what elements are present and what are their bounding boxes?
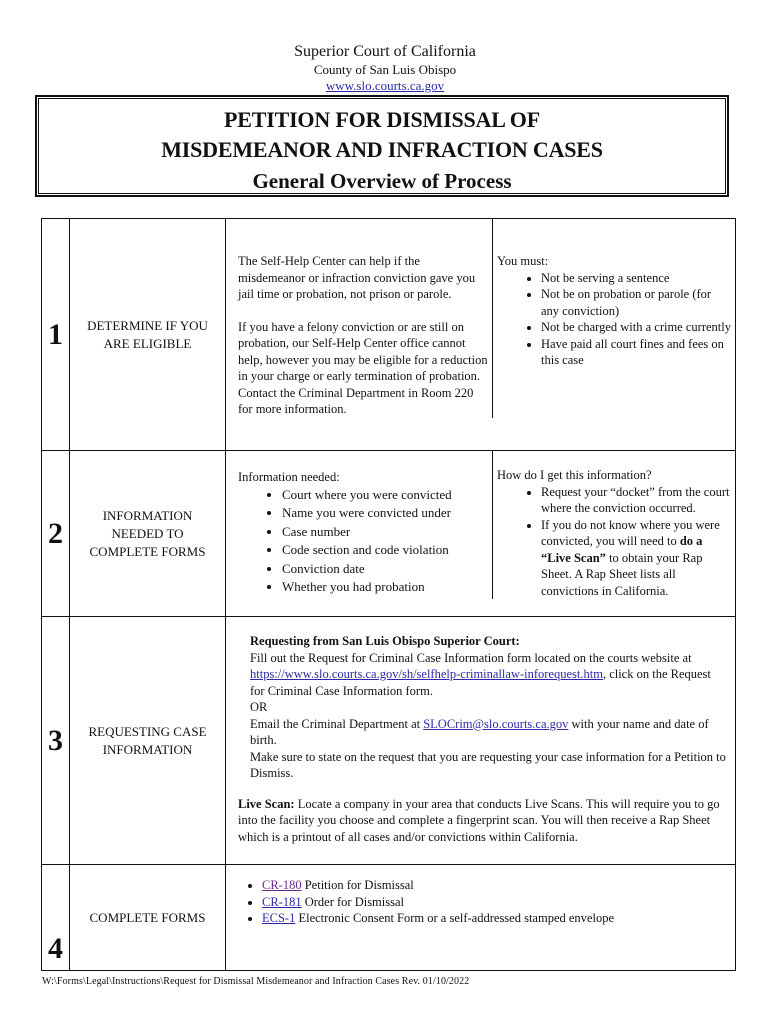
petition-note: Make sure to state on the request that you are requesting your case information for a Petition to Dismiss. xyxy=(250,749,726,780)
list-item xyxy=(262,910,727,927)
process-steps-table xyxy=(41,218,736,971)
title-line-1: PETITION FOR DISMISSAL OF xyxy=(224,107,540,132)
criminal-dept-email-link[interactable]: SLOCrim@slo.courts.ca.gov xyxy=(423,716,569,731)
cr-181-link[interactable]: CR-181 xyxy=(262,894,302,909)
list-item: • Not be serving a sentence xyxy=(541,270,731,287)
form-description: Petition for Dismissal xyxy=(301,878,414,892)
form-description: Order for Dismissal xyxy=(301,894,405,909)
email-paragraph xyxy=(250,716,727,749)
list-item: • Whether you had probation xyxy=(282,578,488,597)
step-number: 2 xyxy=(42,451,70,617)
information-needed-list xyxy=(238,486,488,597)
text-run: to obtain your Rap Sheet. A Rap Sheet lists all convictions in California. xyxy=(541,550,703,598)
court-website-link[interactable]: www.slo.courts.ca.gov xyxy=(325,78,445,93)
list-item: • Conviction date xyxy=(282,560,488,579)
step-row-2 xyxy=(42,451,736,617)
text-run: , click on the Request for Criminal Case Information form. xyxy=(250,667,711,698)
text-run: with your name and date of birth. xyxy=(250,716,709,747)
form-description: Electronic Consent Form or a self-addressed stamped envelope xyxy=(295,911,614,925)
step-content xyxy=(226,451,736,617)
eligibility-paragraph: The Self-Help Center can help if the misdemeanor or infraction conviction gave you jail time or probation, not prison or parole. xyxy=(238,254,476,301)
request-form-link[interactable]: https://www.slo.courts.ca.gov/sh/selfhelp-criminallaw-inforequest.htm xyxy=(250,667,603,681)
footer-file-path: W:\Forms\Legal\Instructions\Request for Dismissal Misdemeanor and Infraction Cases Rev. 01/10/2022 xyxy=(42,976,470,987)
step-1-left-column xyxy=(226,219,492,418)
list-item: • Not be charged with a crime currently xyxy=(541,319,731,336)
step-2-right-column xyxy=(492,451,735,599)
step-row-3 xyxy=(42,617,736,865)
list-item: • Court where you were convicted xyxy=(282,486,488,505)
step-number: 1 xyxy=(42,219,70,451)
step-row-1 xyxy=(42,219,736,451)
list-item: • Code section and code violation xyxy=(282,541,488,560)
title-subtitle: General Overview of Process xyxy=(252,169,512,193)
ecs-1-link[interactable]: ECS-1 xyxy=(262,911,296,925)
text-run: Email the Criminal Department at xyxy=(250,716,424,731)
how-to-get-info-list xyxy=(497,484,731,600)
step-label: REQUESTING CASE INFORMATION xyxy=(70,617,226,865)
list-item xyxy=(262,877,727,894)
county-name: County of San Luis Obispo xyxy=(313,62,457,77)
step-content xyxy=(226,865,736,971)
step-row-4 xyxy=(42,865,736,971)
text-run: Locate a company in your area that conducts Live Scans. This will require you to go into the facility you choose and complete a fingerprint scan. You will then receive a Rap Sheet which is a printout of all cases and/or convictions within California. xyxy=(238,796,720,844)
step-label: DETERMINE IF YOU ARE ELIGIBLE xyxy=(70,219,226,451)
live-scan-emphasis: do a “Live Scan” xyxy=(541,534,703,565)
list-item: • Not be on probation or parole (for any conviction) xyxy=(541,286,731,319)
step-label: INFORMATION NEEDED TO COMPLETE FORMS xyxy=(70,451,226,617)
list-item: • Have paid all court fines and fees on this case xyxy=(541,336,731,369)
request-heading: Requesting from San Luis Obispo Superior Court: xyxy=(250,634,520,648)
request-instructions xyxy=(226,617,735,782)
title-box xyxy=(36,96,728,196)
step-1-right-column xyxy=(492,219,735,418)
or-separator: OR xyxy=(250,700,268,714)
title-line-2: MISDEMEANOR AND INFRACTION CASES xyxy=(161,137,603,162)
how-to-get-info-heading: How do I get this information? xyxy=(497,468,652,482)
document-header xyxy=(0,42,770,94)
text-run: If you do not know where you were convicted, you will need to xyxy=(541,517,720,548)
forms-list xyxy=(226,877,727,927)
step-number: 4 xyxy=(42,865,70,971)
cr-180-link[interactable]: CR-180 xyxy=(262,878,302,892)
live-scan-label: Live Scan: xyxy=(238,796,295,811)
information-needed-heading: Information needed: xyxy=(238,470,340,484)
list-item: • Request your “docket” from the court where the conviction occurred. xyxy=(541,484,731,517)
live-scan-paragraph xyxy=(226,782,735,846)
felony-paragraph: If you have a felony conviction or are still on probation, our Self-Help Center office cannot help, however you may be eligible for a reduction in your charge or early termination of probation. Contact the Criminal Department in Room 220 for more information. xyxy=(238,319,488,416)
text-run: Fill out the Request for Criminal Case Information form located on the courts website at xyxy=(250,650,692,665)
step-content xyxy=(226,219,736,451)
request-form-paragraph xyxy=(250,650,727,700)
requirements-heading: You must: xyxy=(497,254,549,268)
court-name: Superior Court of California xyxy=(294,43,476,60)
step-label: COMPLETE FORMS xyxy=(70,865,226,971)
step-number: 3 xyxy=(42,617,70,865)
list-item: • Name you were convicted under xyxy=(282,504,488,523)
list-item xyxy=(541,517,731,600)
requirements-list xyxy=(497,270,731,369)
step-2-left-column xyxy=(226,451,492,599)
list-item xyxy=(262,894,727,911)
list-item: • Case number xyxy=(282,523,488,542)
step-content xyxy=(226,617,736,865)
